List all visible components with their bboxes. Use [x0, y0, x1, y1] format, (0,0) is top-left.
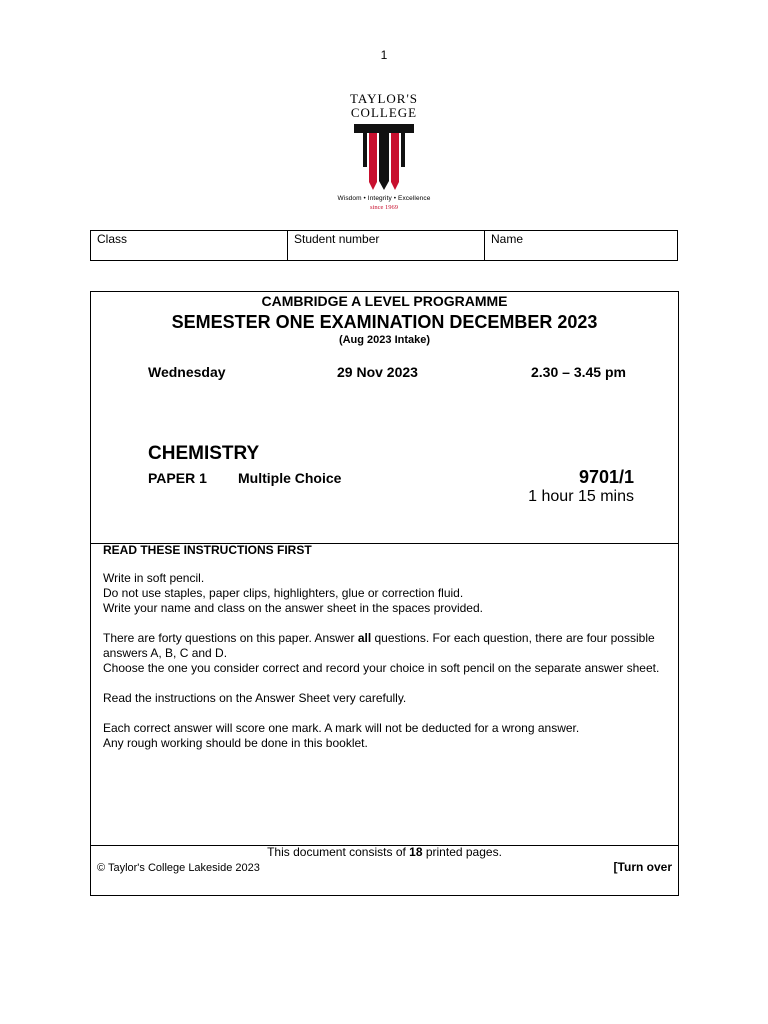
instruction-line: Any rough working should be done in this booklet. [103, 736, 368, 750]
class-label: Class [97, 232, 128, 246]
exam-duration: 1 hour 15 mins [528, 488, 634, 505]
instruction-line: Write in soft pencil. [103, 571, 205, 585]
instructions-paragraph-3 [103, 691, 668, 706]
page-count-note [91, 845, 678, 860]
instruction-line: Each correct answer will score one mark. A mark will not be deducted for a wrong answer. [103, 721, 580, 735]
logo-name-line-1: TAYLOR'S [349, 91, 419, 106]
paper-code: 9701/1 [578, 467, 634, 487]
logo-name-line-2: COLLEGE [350, 105, 418, 120]
instruction-emphasis: all [357, 631, 372, 645]
paper-number: PAPER 1 [148, 470, 207, 486]
instructions-section [103, 543, 668, 766]
page-count-text: printed pages. [422, 845, 502, 859]
copyright-notice: © Taylor's College Lakeside 2023 [97, 862, 260, 874]
logo-motto: Wisdom • Integrity • Excellence [337, 195, 431, 202]
page-count-value: 18 [409, 845, 423, 859]
page-number: 1 [380, 48, 388, 62]
logo-since: since 1969 [370, 204, 398, 211]
turn-over-label: [Turn over [613, 860, 672, 874]
intake-label: (Aug 2023 Intake) [338, 334, 431, 346]
college-logo [320, 92, 448, 222]
exam-title: SEMESTER ONE EXAMINATION DECEMBER 2023 [171, 312, 598, 332]
instructions-paragraph-4 [103, 721, 668, 751]
instructions-paragraph-1 [103, 571, 668, 616]
paper-type: Multiple Choice [238, 470, 342, 486]
class-field[interactable] [91, 231, 288, 261]
instruction-line [103, 631, 668, 661]
instruction-text: questions. For each question, there are four possible answers A, B, C and D. [103, 631, 655, 660]
page-count-text: This document consists of [267, 845, 410, 859]
exam-date: 29 Nov 2023 [337, 364, 418, 380]
name-field[interactable] [485, 231, 678, 261]
college-crest-icon [354, 124, 414, 192]
instruction-line: Read the instructions on the Answer Sheet very carefully. [103, 691, 407, 705]
subject-title: CHEMISTRY [148, 443, 260, 464]
exam-cover-box [90, 291, 679, 896]
instructions-paragraph-2 [103, 631, 668, 676]
instruction-line: Do not use staples, paper clips, highlighters, glue or correction fluid. [103, 586, 464, 600]
exam-time: 2.30 – 3.45 pm [531, 364, 626, 380]
exam-day: Wednesday [148, 364, 226, 380]
programme-title: CAMBRIDGE A LEVEL PROGRAMME [261, 293, 508, 309]
student-number-field[interactable] [288, 231, 485, 261]
student-number-label: Student number [294, 232, 380, 246]
name-label: Name [491, 232, 524, 246]
instructions-heading: READ THESE INSTRUCTIONS FIRST [103, 543, 312, 557]
instruction-line: Choose the one you consider correct and record your choice in soft pencil on the separate answer sheet. [103, 661, 660, 675]
instruction-text: There are forty questions on this paper. Answer [103, 631, 358, 645]
student-info-table [90, 230, 678, 261]
instruction-line: Write your name and class on the answer sheet in the spaces provided. [103, 601, 483, 615]
